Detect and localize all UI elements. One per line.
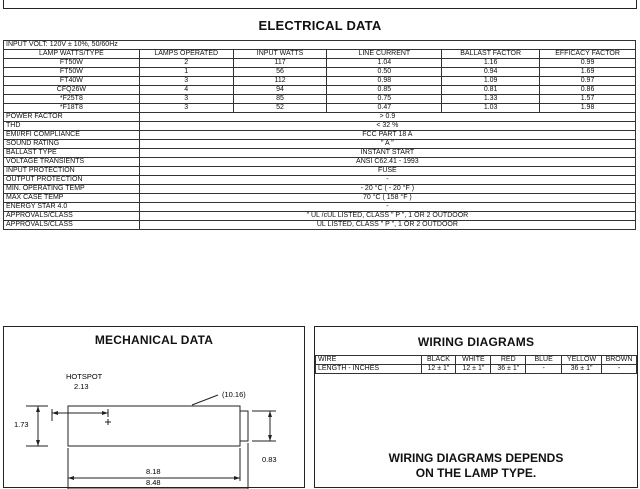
spec-label: BALLAST TYPE	[4, 149, 140, 158]
cell: 0.97	[540, 77, 636, 86]
spec-value: FCC PART 18 A	[139, 131, 635, 140]
cell: 2	[139, 59, 233, 68]
cell: CFQ26W	[4, 86, 140, 95]
spec-value: 70 °C ( 158 °F )	[139, 194, 635, 203]
arrow-head	[36, 406, 40, 412]
spec-label: MIN. OPERATING TEMP	[4, 185, 140, 194]
cell: 94	[233, 86, 327, 95]
wire-length: -	[601, 365, 636, 374]
cell: 85	[233, 95, 327, 104]
cell: 4	[139, 86, 233, 95]
cell: 52	[233, 104, 327, 113]
cell: 0.47	[327, 104, 442, 113]
col-header: LAMP WATTS/TYPE	[4, 50, 140, 59]
spec-label: THD	[4, 122, 140, 131]
wire-row-label: LENGTH - INCHES	[316, 365, 422, 374]
cell: 3	[139, 104, 233, 113]
wiring-title: WIRING DIAGRAMS	[417, 335, 535, 349]
wire-length: -	[526, 365, 562, 374]
cell: 1.09	[442, 77, 540, 86]
cell: 56	[233, 68, 327, 77]
spec-value: > 0.9	[139, 113, 635, 122]
spec-row	[4, 221, 636, 230]
dim-hotspot: 2.13	[74, 382, 89, 391]
spec-row	[4, 158, 636, 167]
top-frame	[3, 0, 637, 9]
spec-row	[4, 149, 636, 158]
spec-value: ANSI C62.41 - 1993	[139, 158, 635, 167]
cell: 1.16	[442, 59, 540, 68]
dim-outer: 8.48	[146, 478, 161, 487]
wire-length: 36 ± 1"	[562, 365, 602, 374]
mechanical-title: MECHANICAL DATA	[94, 333, 214, 347]
spec-row	[4, 185, 636, 194]
spec-label: VOLTAGE TRANSIENTS	[4, 158, 140, 167]
dim-top: (10.16)	[222, 390, 246, 399]
cell: 1.33	[442, 95, 540, 104]
spec-label: MAX CASE TEMP	[4, 194, 140, 203]
spec-row	[4, 122, 636, 131]
spec-label: APPROVALS/CLASS	[4, 212, 140, 221]
spec-row	[4, 212, 636, 221]
wire-length-row	[316, 365, 637, 374]
cell: 1.57	[540, 95, 636, 104]
spec-row	[4, 203, 636, 212]
table-row	[4, 95, 636, 104]
wire-color: BROWN	[601, 356, 636, 365]
spec-label: APPROVALS/CLASS	[4, 221, 140, 230]
cell: 0.98	[327, 77, 442, 86]
cell: 0.85	[327, 86, 442, 95]
arrow-head	[52, 411, 58, 415]
spec-label: INPUT PROTECTION	[4, 167, 140, 176]
wire-row-label: WIRE	[316, 356, 422, 365]
spec-row	[4, 140, 636, 149]
dim-right: 0.83	[262, 455, 277, 464]
cell: 3	[139, 77, 233, 86]
cell: 0.94	[442, 68, 540, 77]
wiring-note-line1: WIRING DIAGRAMS DEPENDS	[388, 451, 564, 465]
spec-value: < 32 %	[139, 122, 635, 131]
table-row	[4, 77, 636, 86]
arrow-head	[234, 476, 240, 480]
wire-color: BLUE	[526, 356, 562, 365]
cell: *F25T8	[4, 95, 140, 104]
col-header: LINE CURRENT	[327, 50, 442, 59]
spec-row	[4, 113, 636, 122]
dim-inner: 8.18	[146, 467, 161, 476]
spec-label: EMI/RFI COMPLIANCE	[4, 131, 140, 140]
arrow-head	[36, 440, 40, 446]
arrow-head	[268, 435, 272, 441]
spec-label: OUTPUT PROTECTION	[4, 176, 140, 185]
spec-row	[4, 131, 636, 140]
cell: 0.99	[540, 59, 636, 68]
header-row	[4, 50, 636, 59]
spec-value: " UL /cUL LISTED, CLASS " P ", 1 OR 2 OUTDOOR	[139, 212, 635, 221]
table-row	[4, 59, 636, 68]
spec-value: - 20 °C ( - 20 °F )	[139, 185, 635, 194]
spec-value: -	[139, 203, 635, 212]
arrow-head	[268, 411, 272, 417]
wire-length: 12 ± 1"	[456, 365, 491, 374]
spec-value: UL LISTED, CLASS " P ", 1 OR 2 OUTDOOR	[139, 221, 635, 230]
arrow-head	[68, 476, 74, 480]
spec-value: FUSE	[139, 167, 635, 176]
table-row	[4, 104, 636, 113]
cell: 112	[233, 77, 327, 86]
wire-color: BLACK	[421, 356, 456, 365]
wiring-note-line2: ON THE LAMP TYPE.	[415, 466, 537, 480]
electrical-title: ELECTRICAL DATA	[258, 18, 382, 33]
spec-value: -	[139, 176, 635, 185]
col-header: LAMPS OPERATED	[139, 50, 233, 59]
wire-color-row	[316, 356, 637, 365]
spec-row	[4, 176, 636, 185]
cell: FT50W	[4, 68, 140, 77]
leader-line	[192, 395, 218, 405]
table-row	[4, 86, 636, 95]
cell: 1.98	[540, 104, 636, 113]
cell: *F18T8	[4, 104, 140, 113]
spec-value: INSTANT START	[139, 149, 635, 158]
spec-label: ENERGY STAR 4.0	[4, 203, 140, 212]
spec-value: " A "	[139, 140, 635, 149]
cell: 1	[139, 68, 233, 77]
mechanical-panel	[3, 326, 305, 488]
col-header: INPUT WATTS	[233, 50, 327, 59]
wiring-panel	[314, 326, 638, 488]
wire-color: RED	[491, 356, 526, 365]
wire-length: 12 ± 1"	[421, 365, 456, 374]
cell: 0.50	[327, 68, 442, 77]
mechanical-drawing	[4, 349, 304, 489]
ballast-outline	[68, 406, 240, 446]
input-volt: INPUT VOLT: 120V ± 10%, 50/60Hz	[4, 41, 636, 50]
spec-label: POWER FACTOR	[4, 113, 140, 122]
cell: 0.81	[442, 86, 540, 95]
wire-color: YELLOW	[562, 356, 602, 365]
cell: 1.03	[442, 104, 540, 113]
electrical-table	[3, 40, 636, 230]
col-header: EFFICACY FACTOR	[540, 50, 636, 59]
dim-left: 1.73	[14, 420, 29, 429]
cell: FT50W	[4, 59, 140, 68]
spec-row	[4, 194, 636, 203]
cell: 0.86	[540, 86, 636, 95]
cell: 3	[139, 95, 233, 104]
ballast-end-tab	[240, 411, 248, 441]
cell: 1.04	[327, 59, 442, 68]
wire-color: WHITE	[456, 356, 491, 365]
spec-label: SOUND RATING	[4, 140, 140, 149]
wire-length: 36 ± 1"	[491, 365, 526, 374]
col-header: BALLAST FACTOR	[442, 50, 540, 59]
cell: 1.69	[540, 68, 636, 77]
arrow-head	[102, 411, 108, 415]
hotspot-label: HOTSPOT	[66, 372, 103, 381]
wire-table	[315, 355, 637, 374]
cell: 117	[233, 59, 327, 68]
table-row	[4, 68, 636, 77]
spec-row	[4, 167, 636, 176]
cell: 0.75	[327, 95, 442, 104]
cell: FT40W	[4, 77, 140, 86]
